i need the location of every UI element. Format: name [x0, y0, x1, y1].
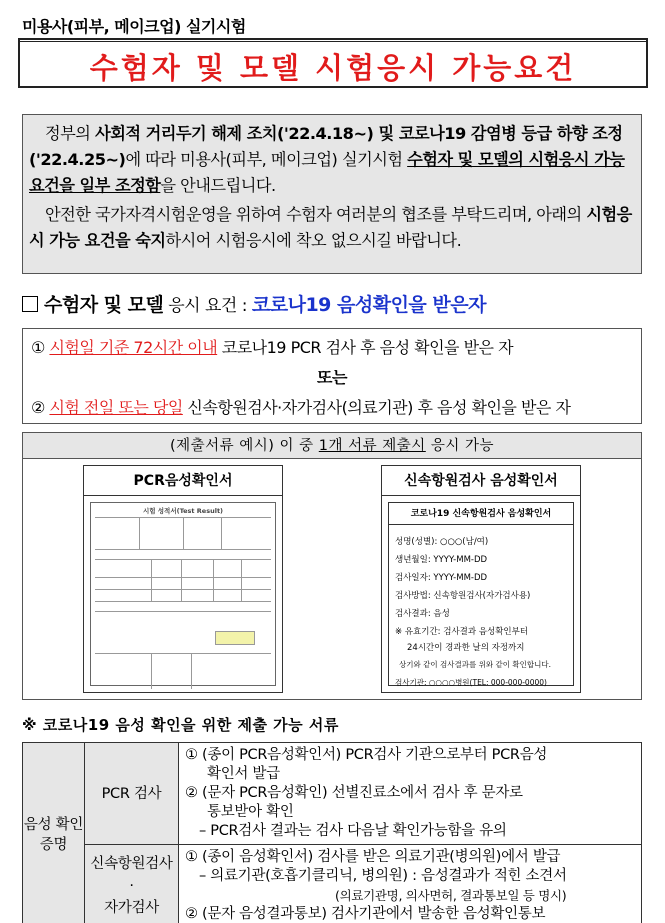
category-cell: 음성 확인 증명 — [23, 743, 85, 923]
form-cell — [221, 517, 222, 549]
form-cell — [151, 559, 152, 601]
rapid-field: 성명(성별): ○○○(남/여) — [395, 537, 489, 547]
req-number: ① — [31, 338, 45, 357]
caption-text: 응시 가능 — [425, 438, 495, 454]
notice-text: 에 따라 미용사(피부, 메이크업) 실기시험 — [125, 150, 408, 169]
documents-table — [22, 742, 642, 923]
rapid-form-header: 코로나19 신속항원검사 음성확인서 — [389, 503, 573, 525]
requirement-2 — [31, 395, 570, 418]
documents-section-title: ※ 코로나19 음성 확인을 위한 제출 가능 서류 — [22, 716, 339, 734]
list-item: 통보받아 확인 — [207, 804, 294, 820]
notice-paragraph-2 — [29, 202, 635, 254]
form-rule — [95, 559, 271, 560]
form-cell — [181, 559, 182, 601]
pcr-certificate-title: PCR음성확인서 — [84, 466, 282, 496]
rapid-field: 검사방법: 신속항원검사(자가검사용) — [395, 591, 531, 601]
section-highlight: 코로나19 음성확인을 받은자 — [251, 294, 486, 316]
caption-underline: 1개 서류 제출시 — [318, 438, 426, 454]
form-rule — [95, 601, 271, 602]
notice-text: 을 안내드립니다. — [160, 176, 276, 195]
square-icon — [22, 296, 38, 312]
page-subtitle: 미용사(피부, 메이크업) 실기시험 — [22, 17, 246, 36]
rapid-label: 신속항원검사 — [90, 856, 173, 872]
req-highlight: 시험 전일 또는 당일 — [49, 398, 183, 417]
pcr-label-cell: PCR 검사 — [85, 743, 179, 845]
rapid-label-cell — [85, 845, 179, 923]
req-highlight: 시험일 기준 72시간 이내 — [49, 338, 218, 357]
pcr-certificate-sample — [83, 465, 283, 693]
rapid-field: 검사일자: YYYY-MM-DD — [395, 573, 488, 583]
rapid-certificate-form — [388, 502, 574, 686]
notice-bold: 사회적 거리두기 해제 조치('22.4.18~) 및 코로나19 감염병 등급 하향 조정('22.4.25~) — [29, 124, 623, 169]
req-number: ② — [31, 398, 45, 417]
notice-text: 안전한 국가자격시험운영을 위하여 수험자 여러분의 협조를 부탁드리며, 아래의 — [45, 205, 587, 224]
pcr-items-cell — [179, 743, 642, 845]
list-item: – 의료기관(호흡기클리닉, 병의원) : 음성결과가 적힌 소견서 — [199, 868, 567, 884]
rapid-field: 검사기관: ○○○○병원(TEL: 000-000-0000) — [395, 678, 547, 687]
form-cell — [241, 559, 242, 601]
table-row — [23, 845, 642, 923]
req-text: 코로나19 PCR 검사 후 음성 확인을 받은 자 — [217, 338, 514, 357]
stamp-box — [215, 631, 255, 645]
list-item: ① (종이 음성확인서) 검사를 받은 의료기관(병의원)에서 발급 — [185, 849, 561, 865]
rapid-label: 자가검사 — [104, 900, 159, 916]
form-rule — [95, 549, 271, 550]
list-item: – PCR검사 결과는 검사 다음날 확인가능함을 유의 — [199, 823, 507, 839]
rapid-certificate-title: 신속항원검사 음성확인서 — [382, 466, 580, 496]
form-rule — [95, 653, 271, 654]
section-label-small: 응시 요건 : — [163, 296, 252, 316]
form-rule — [95, 577, 271, 578]
requirement-or: 또는 — [317, 368, 347, 387]
sample-caption — [23, 433, 641, 459]
rapid-label: · — [129, 878, 134, 894]
form-rule — [95, 611, 271, 612]
notice-paragraph-1 — [29, 121, 635, 199]
form-cell — [213, 559, 214, 601]
rapid-field: 생년월일: YYYY-MM-DD — [395, 555, 488, 565]
form-cell — [139, 517, 140, 549]
rapid-field: ※ 유효기간: 검사결과 음성확인부터 — [395, 627, 529, 637]
notice-box — [22, 114, 642, 274]
list-item: 확인서 발급 — [207, 766, 280, 782]
sample-documents — [22, 432, 642, 700]
pcr-certificate-form — [90, 502, 276, 686]
form-cell — [183, 517, 184, 549]
req-text: 신속항원검사·자가검사(의료기관) 후 음성 확인을 받은 자 — [182, 398, 571, 417]
list-item: ② (문자 음성결과통보) 검사기관에서 발송한 음성확인통보 — [185, 906, 546, 922]
notice-bold: 시험응시 가능 요건을 숙지 — [29, 205, 632, 250]
rapid-field: 상기와 같이 검사결과를 위와 같이 확인합니다. — [399, 660, 551, 669]
rapid-field: 24시간이 경과한 날의 자정까지 — [407, 643, 525, 653]
title-box — [18, 38, 648, 88]
requirements-box — [22, 328, 642, 424]
notice-text: 정부의 — [45, 124, 96, 143]
table-row — [23, 743, 642, 845]
list-item: (의료기관명, 의사면허, 결과통보일 등 명시) — [335, 888, 567, 903]
form-cell — [151, 653, 152, 689]
section-label: 수험자 및 모델 — [44, 294, 164, 316]
notice-underline: 수험자 및 모델의 시험응시 가능 요건을 일부 조정함 — [29, 150, 625, 195]
list-item: ① (종이 PCR음성확인서) PCR검사 기관으로부터 PCR음성 — [185, 747, 548, 763]
page-title: 수험자 및 모델 시험응시 가능요건 — [89, 51, 577, 85]
rapid-items-cell — [179, 845, 642, 923]
form-cell — [191, 653, 192, 689]
rapid-test-certificate-sample — [381, 465, 581, 693]
requirement-1 — [31, 335, 513, 358]
section-heading — [22, 290, 486, 317]
notice-text: 하시어 시험응시에 착오 없으시길 바랍니다. — [165, 231, 462, 250]
pcr-form-header: 시험 성적서(Test Result) — [142, 507, 224, 515]
title-rule — [18, 38, 648, 42]
rapid-field: 검사결과: 음성 — [395, 609, 450, 619]
caption-text: (제출서류 예시) 이 중 — [169, 438, 319, 454]
list-item: ② (문자 PCR음성확인) 선별진료소에서 검사 후 문자로 — [185, 785, 523, 801]
form-rule — [95, 589, 271, 590]
